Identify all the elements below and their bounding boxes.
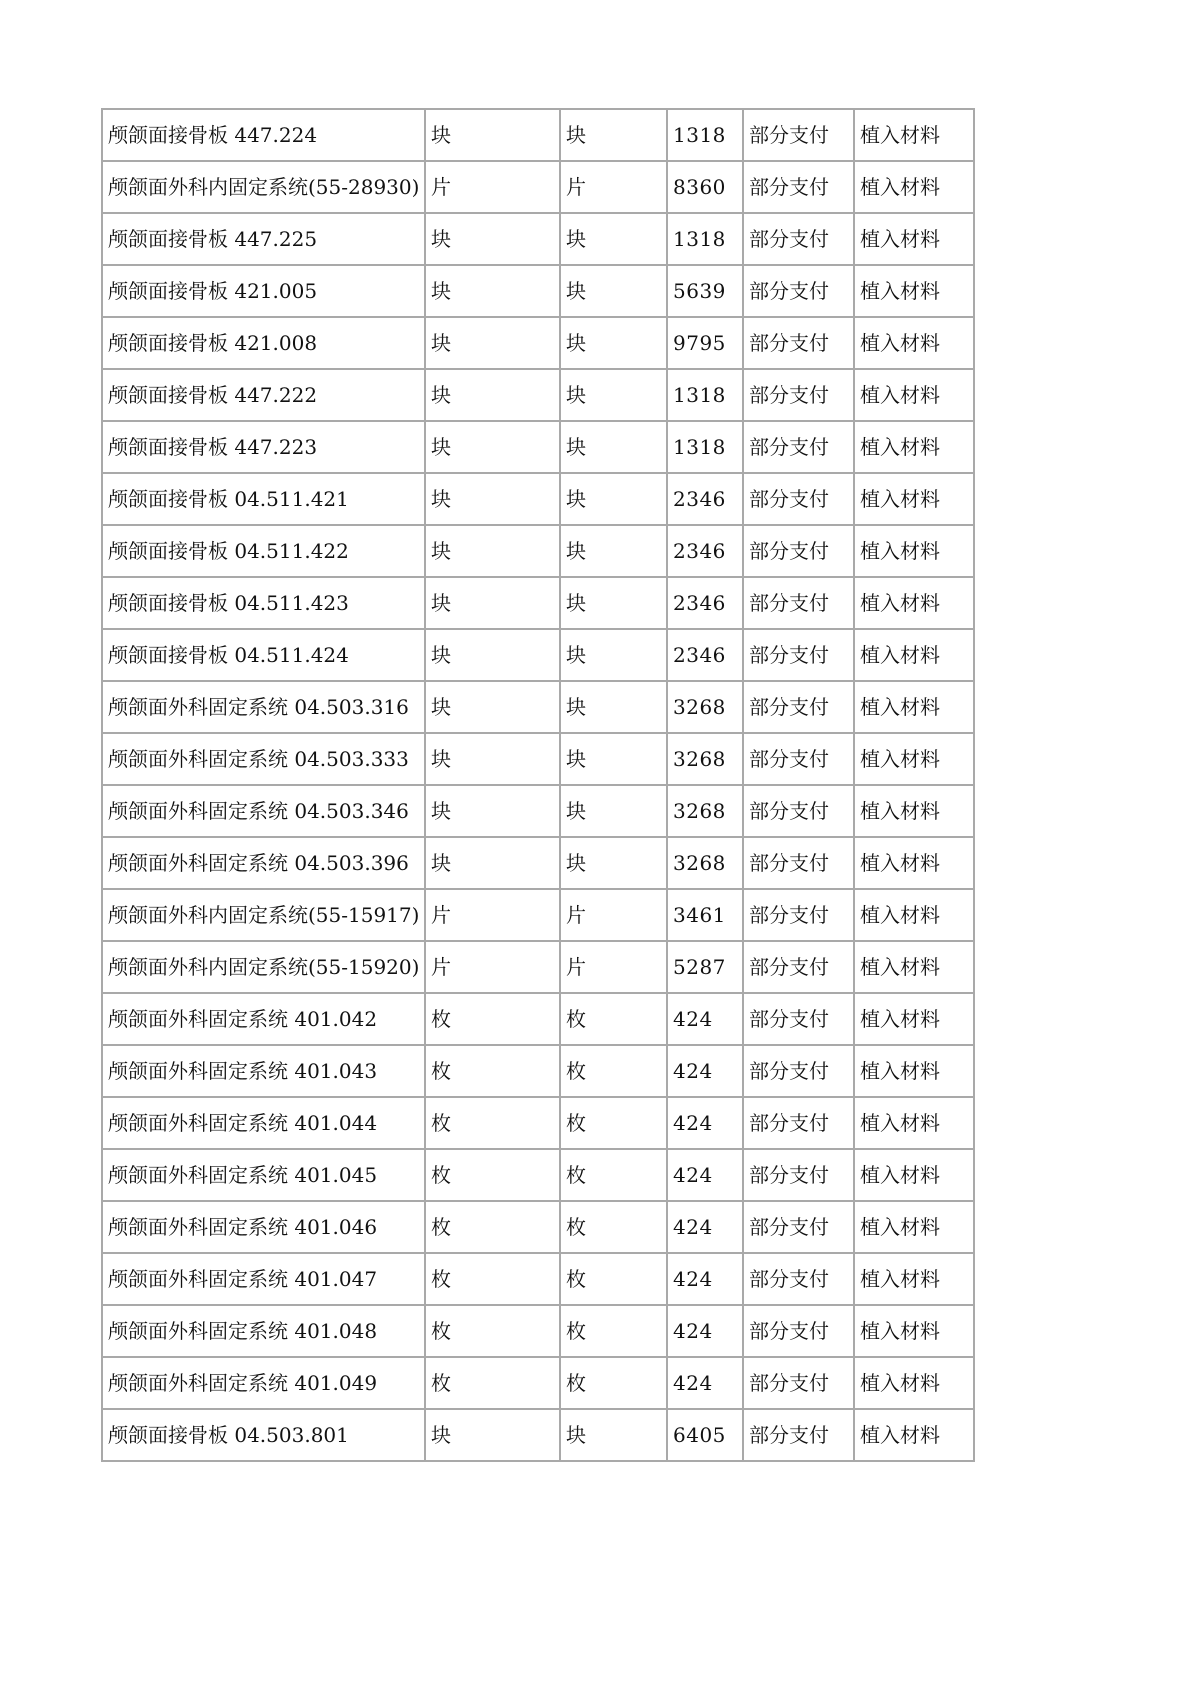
item-name-cell: 颅颌面接骨板 04.503.801 bbox=[102, 1409, 425, 1461]
price-cell: 3268 bbox=[667, 785, 743, 837]
price-cell: 6405 bbox=[667, 1409, 743, 1461]
billing-unit-cell: 枚 bbox=[560, 993, 667, 1045]
unit-cell: 块 bbox=[425, 629, 560, 681]
payment-type-cell: 部分支付 bbox=[743, 1201, 854, 1253]
payment-type-cell: 部分支付 bbox=[743, 733, 854, 785]
billing-unit-cell: 块 bbox=[560, 681, 667, 733]
billing-unit-cell: 块 bbox=[560, 785, 667, 837]
payment-type-cell: 部分支付 bbox=[743, 993, 854, 1045]
price-cell: 1318 bbox=[667, 109, 743, 161]
unit-cell: 块 bbox=[425, 213, 560, 265]
category-cell: 植入材料 bbox=[854, 473, 974, 525]
item-name-cell: 颅颌面接骨板 421.005 bbox=[102, 265, 425, 317]
price-cell: 1318 bbox=[667, 369, 743, 421]
payment-type-cell: 部分支付 bbox=[743, 1305, 854, 1357]
category-cell: 植入材料 bbox=[854, 161, 974, 213]
unit-cell: 枚 bbox=[425, 993, 560, 1045]
table-row bbox=[102, 993, 974, 1045]
billing-unit-cell: 块 bbox=[560, 369, 667, 421]
unit-cell: 枚 bbox=[425, 1097, 560, 1149]
item-name-cell: 颅颌面外科固定系统 401.048 bbox=[102, 1305, 425, 1357]
billing-unit-cell: 块 bbox=[560, 525, 667, 577]
category-cell: 植入材料 bbox=[854, 889, 974, 941]
table-row bbox=[102, 369, 974, 421]
unit-cell: 片 bbox=[425, 889, 560, 941]
billing-unit-cell: 枚 bbox=[560, 1097, 667, 1149]
item-name-cell: 颅颌面外科内固定系统(55-15917) bbox=[102, 889, 425, 941]
billing-unit-cell: 枚 bbox=[560, 1149, 667, 1201]
item-name-cell: 颅颌面外科固定系统 401.045 bbox=[102, 1149, 425, 1201]
billing-unit-cell: 块 bbox=[560, 473, 667, 525]
table-row bbox=[102, 629, 974, 681]
payment-type-cell: 部分支付 bbox=[743, 629, 854, 681]
price-cell: 2346 bbox=[667, 525, 743, 577]
table-row bbox=[102, 785, 974, 837]
billing-unit-cell: 块 bbox=[560, 109, 667, 161]
unit-cell: 片 bbox=[425, 941, 560, 993]
unit-cell: 块 bbox=[425, 473, 560, 525]
price-cell: 5639 bbox=[667, 265, 743, 317]
payment-type-cell: 部分支付 bbox=[743, 265, 854, 317]
billing-unit-cell: 块 bbox=[560, 837, 667, 889]
billing-unit-cell: 片 bbox=[560, 889, 667, 941]
table-row bbox=[102, 1357, 974, 1409]
item-name-cell: 颅颌面接骨板 04.511.422 bbox=[102, 525, 425, 577]
unit-cell: 块 bbox=[425, 785, 560, 837]
payment-type-cell: 部分支付 bbox=[743, 213, 854, 265]
table-row bbox=[102, 213, 974, 265]
table-row bbox=[102, 837, 974, 889]
item-name-cell: 颅颌面外科固定系统 04.503.346 bbox=[102, 785, 425, 837]
unit-cell: 块 bbox=[425, 109, 560, 161]
price-cell: 2346 bbox=[667, 629, 743, 681]
category-cell: 植入材料 bbox=[854, 681, 974, 733]
category-cell: 植入材料 bbox=[854, 733, 974, 785]
item-name-cell: 颅颌面外科固定系统 04.503.333 bbox=[102, 733, 425, 785]
billing-unit-cell: 枚 bbox=[560, 1305, 667, 1357]
unit-cell: 枚 bbox=[425, 1305, 560, 1357]
payment-type-cell: 部分支付 bbox=[743, 1097, 854, 1149]
table-body bbox=[102, 109, 974, 1461]
unit-cell: 块 bbox=[425, 681, 560, 733]
table-row bbox=[102, 1201, 974, 1253]
category-cell: 植入材料 bbox=[854, 1253, 974, 1305]
payment-type-cell: 部分支付 bbox=[743, 1149, 854, 1201]
payment-type-cell: 部分支付 bbox=[743, 837, 854, 889]
implant-price-table bbox=[101, 108, 975, 1462]
price-cell: 5287 bbox=[667, 941, 743, 993]
unit-cell: 块 bbox=[425, 577, 560, 629]
table-row bbox=[102, 1097, 974, 1149]
category-cell: 植入材料 bbox=[854, 317, 974, 369]
price-cell: 2346 bbox=[667, 577, 743, 629]
item-name-cell: 颅颌面接骨板 447.222 bbox=[102, 369, 425, 421]
category-cell: 植入材料 bbox=[854, 837, 974, 889]
price-cell: 424 bbox=[667, 993, 743, 1045]
unit-cell: 块 bbox=[425, 733, 560, 785]
table-row bbox=[102, 525, 974, 577]
category-cell: 植入材料 bbox=[854, 577, 974, 629]
price-cell: 424 bbox=[667, 1201, 743, 1253]
item-name-cell: 颅颌面外科固定系统 04.503.396 bbox=[102, 837, 425, 889]
unit-cell: 块 bbox=[425, 265, 560, 317]
item-name-cell: 颅颌面外科固定系统 401.046 bbox=[102, 1201, 425, 1253]
billing-unit-cell: 枚 bbox=[560, 1201, 667, 1253]
billing-unit-cell: 枚 bbox=[560, 1357, 667, 1409]
billing-unit-cell: 块 bbox=[560, 317, 667, 369]
item-name-cell: 颅颌面接骨板 447.225 bbox=[102, 213, 425, 265]
payment-type-cell: 部分支付 bbox=[743, 473, 854, 525]
price-cell: 9795 bbox=[667, 317, 743, 369]
item-name-cell: 颅颌面外科内固定系统(55-15920) bbox=[102, 941, 425, 993]
payment-type-cell: 部分支付 bbox=[743, 785, 854, 837]
table-row bbox=[102, 577, 974, 629]
category-cell: 植入材料 bbox=[854, 785, 974, 837]
unit-cell: 块 bbox=[425, 317, 560, 369]
payment-type-cell: 部分支付 bbox=[743, 1253, 854, 1305]
payment-type-cell: 部分支付 bbox=[743, 1045, 854, 1097]
category-cell: 植入材料 bbox=[854, 993, 974, 1045]
item-name-cell: 颅颌面外科固定系统 04.503.316 bbox=[102, 681, 425, 733]
price-cell: 424 bbox=[667, 1045, 743, 1097]
payment-type-cell: 部分支付 bbox=[743, 681, 854, 733]
billing-unit-cell: 片 bbox=[560, 941, 667, 993]
billing-unit-cell: 块 bbox=[560, 213, 667, 265]
price-cell: 1318 bbox=[667, 213, 743, 265]
unit-cell: 块 bbox=[425, 369, 560, 421]
item-name-cell: 颅颌面接骨板 04.511.421 bbox=[102, 473, 425, 525]
unit-cell: 块 bbox=[425, 1409, 560, 1461]
payment-type-cell: 部分支付 bbox=[743, 317, 854, 369]
billing-unit-cell: 枚 bbox=[560, 1045, 667, 1097]
table-row bbox=[102, 421, 974, 473]
price-cell: 3461 bbox=[667, 889, 743, 941]
item-name-cell: 颅颌面接骨板 447.223 bbox=[102, 421, 425, 473]
item-name-cell: 颅颌面外科固定系统 401.044 bbox=[102, 1097, 425, 1149]
payment-type-cell: 部分支付 bbox=[743, 369, 854, 421]
price-cell: 424 bbox=[667, 1305, 743, 1357]
billing-unit-cell: 块 bbox=[560, 265, 667, 317]
item-name-cell: 颅颌面外科固定系统 401.042 bbox=[102, 993, 425, 1045]
item-name-cell: 颅颌面接骨板 421.008 bbox=[102, 317, 425, 369]
item-name-cell: 颅颌面接骨板 04.511.423 bbox=[102, 577, 425, 629]
category-cell: 植入材料 bbox=[854, 1045, 974, 1097]
item-name-cell: 颅颌面接骨板 447.224 bbox=[102, 109, 425, 161]
billing-unit-cell: 块 bbox=[560, 1409, 667, 1461]
price-cell: 3268 bbox=[667, 837, 743, 889]
price-cell: 424 bbox=[667, 1253, 743, 1305]
table-row bbox=[102, 681, 974, 733]
category-cell: 植入材料 bbox=[854, 369, 974, 421]
category-cell: 植入材料 bbox=[854, 265, 974, 317]
table-row bbox=[102, 1149, 974, 1201]
table-row bbox=[102, 889, 974, 941]
payment-type-cell: 部分支付 bbox=[743, 1409, 854, 1461]
category-cell: 植入材料 bbox=[854, 1305, 974, 1357]
price-cell: 424 bbox=[667, 1097, 743, 1149]
table-row bbox=[102, 161, 974, 213]
payment-type-cell: 部分支付 bbox=[743, 941, 854, 993]
unit-cell: 枚 bbox=[425, 1045, 560, 1097]
billing-unit-cell: 片 bbox=[560, 161, 667, 213]
unit-cell: 块 bbox=[425, 837, 560, 889]
category-cell: 植入材料 bbox=[854, 525, 974, 577]
billing-unit-cell: 枚 bbox=[560, 1253, 667, 1305]
payment-type-cell: 部分支付 bbox=[743, 577, 854, 629]
price-cell: 424 bbox=[667, 1149, 743, 1201]
payment-type-cell: 部分支付 bbox=[743, 109, 854, 161]
table-row bbox=[102, 109, 974, 161]
category-cell: 植入材料 bbox=[854, 1149, 974, 1201]
category-cell: 植入材料 bbox=[854, 1409, 974, 1461]
payment-type-cell: 部分支付 bbox=[743, 421, 854, 473]
unit-cell: 枚 bbox=[425, 1201, 560, 1253]
table-row bbox=[102, 1253, 974, 1305]
item-name-cell: 颅颌面外科固定系统 401.047 bbox=[102, 1253, 425, 1305]
table-row bbox=[102, 1045, 974, 1097]
category-cell: 植入材料 bbox=[854, 941, 974, 993]
price-cell: 424 bbox=[667, 1357, 743, 1409]
price-cell: 2346 bbox=[667, 473, 743, 525]
category-cell: 植入材料 bbox=[854, 1201, 974, 1253]
payment-type-cell: 部分支付 bbox=[743, 161, 854, 213]
price-cell: 3268 bbox=[667, 681, 743, 733]
table-row bbox=[102, 733, 974, 785]
payment-type-cell: 部分支付 bbox=[743, 525, 854, 577]
billing-unit-cell: 块 bbox=[560, 733, 667, 785]
billing-unit-cell: 块 bbox=[560, 421, 667, 473]
category-cell: 植入材料 bbox=[854, 109, 974, 161]
unit-cell: 片 bbox=[425, 161, 560, 213]
table-row bbox=[102, 1305, 974, 1357]
unit-cell: 枚 bbox=[425, 1253, 560, 1305]
table-row bbox=[102, 265, 974, 317]
category-cell: 植入材料 bbox=[854, 629, 974, 681]
price-cell: 1318 bbox=[667, 421, 743, 473]
unit-cell: 块 bbox=[425, 421, 560, 473]
table-row bbox=[102, 941, 974, 993]
table-row bbox=[102, 1409, 974, 1461]
billing-unit-cell: 块 bbox=[560, 629, 667, 681]
item-name-cell: 颅颌面外科内固定系统(55-28930) bbox=[102, 161, 425, 213]
price-cell: 3268 bbox=[667, 733, 743, 785]
item-name-cell: 颅颌面外科固定系统 401.049 bbox=[102, 1357, 425, 1409]
table-row bbox=[102, 473, 974, 525]
price-cell: 8360 bbox=[667, 161, 743, 213]
unit-cell: 枚 bbox=[425, 1149, 560, 1201]
unit-cell: 枚 bbox=[425, 1357, 560, 1409]
billing-unit-cell: 块 bbox=[560, 577, 667, 629]
category-cell: 植入材料 bbox=[854, 1357, 974, 1409]
category-cell: 植入材料 bbox=[854, 1097, 974, 1149]
category-cell: 植入材料 bbox=[854, 213, 974, 265]
payment-type-cell: 部分支付 bbox=[743, 1357, 854, 1409]
item-name-cell: 颅颌面接骨板 04.511.424 bbox=[102, 629, 425, 681]
item-name-cell: 颅颌面外科固定系统 401.043 bbox=[102, 1045, 425, 1097]
payment-type-cell: 部分支付 bbox=[743, 889, 854, 941]
table-row bbox=[102, 317, 974, 369]
unit-cell: 块 bbox=[425, 525, 560, 577]
category-cell: 植入材料 bbox=[854, 421, 974, 473]
